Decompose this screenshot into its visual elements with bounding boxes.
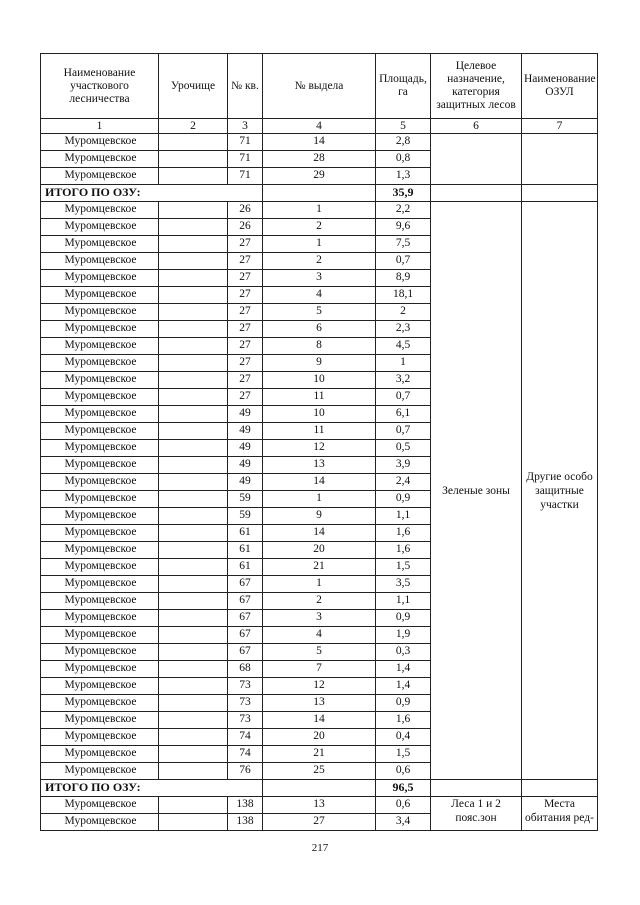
cell-tract bbox=[159, 236, 228, 253]
cell-area: 1,5 bbox=[376, 746, 431, 763]
total-value: 35,9 bbox=[376, 185, 431, 202]
header-tract: Урочище bbox=[159, 54, 228, 119]
cell-tract bbox=[159, 202, 228, 219]
cell-forestry: Муромцевское bbox=[41, 168, 159, 185]
cell-purpose bbox=[431, 134, 522, 185]
cell-forestry: Муромцевское bbox=[41, 508, 159, 525]
cell-quarter: 67 bbox=[228, 627, 263, 644]
cell-forestry: Муромцевское bbox=[41, 287, 159, 304]
cell-tract bbox=[159, 287, 228, 304]
cell-area: 7,5 bbox=[376, 236, 431, 253]
cell-quarter: 27 bbox=[228, 304, 263, 321]
cell-tract bbox=[159, 134, 228, 151]
cell-quarter: 73 bbox=[228, 712, 263, 729]
cell-quarter: 26 bbox=[228, 202, 263, 219]
cell-allotment: 2 bbox=[263, 219, 376, 236]
cell-tract bbox=[159, 474, 228, 491]
cell-forestry: Муромцевское bbox=[41, 695, 159, 712]
column-number: 5 bbox=[376, 119, 431, 134]
cell-quarter: 71 bbox=[228, 168, 263, 185]
cell-tract bbox=[159, 644, 228, 661]
forest-table bbox=[40, 53, 598, 831]
cell-allotment: 13 bbox=[263, 457, 376, 474]
cell-quarter: 61 bbox=[228, 525, 263, 542]
cell-quarter: 61 bbox=[228, 559, 263, 576]
cell-quarter: 27 bbox=[228, 389, 263, 406]
cell-allotment: 5 bbox=[263, 304, 376, 321]
cell-area: 3,4 bbox=[376, 814, 431, 831]
cell-quarter: 27 bbox=[228, 355, 263, 372]
cell-area: 0,7 bbox=[376, 253, 431, 270]
cell-quarter: 68 bbox=[228, 661, 263, 678]
cell-tract bbox=[159, 219, 228, 236]
cell-area: 1 bbox=[376, 355, 431, 372]
cell-area: 3,5 bbox=[376, 576, 431, 593]
cell-tract bbox=[159, 168, 228, 185]
cell-area: 1,4 bbox=[376, 678, 431, 695]
header-quarter: № кв. bbox=[228, 54, 263, 119]
cell-allotment: 1 bbox=[263, 202, 376, 219]
cell-area: 6,1 bbox=[376, 406, 431, 423]
cell-tract bbox=[159, 304, 228, 321]
column-number: 3 bbox=[228, 119, 263, 134]
cell-forestry: Муромцевское bbox=[41, 270, 159, 287]
total-value: 96,5 bbox=[376, 780, 431, 797]
cell-forestry: Муромцевское bbox=[41, 610, 159, 627]
cell-tract bbox=[159, 678, 228, 695]
table-row bbox=[41, 202, 598, 219]
cell-allotment: 21 bbox=[263, 746, 376, 763]
cell-allotment: 7 bbox=[263, 661, 376, 678]
cell-tract bbox=[159, 321, 228, 338]
cell-forestry: Муромцевское bbox=[41, 321, 159, 338]
column-number: 4 bbox=[263, 119, 376, 134]
cell-area: 1,6 bbox=[376, 525, 431, 542]
cell-allotment: 4 bbox=[263, 627, 376, 644]
cell-area: 0,7 bbox=[376, 389, 431, 406]
cell-allotment: 12 bbox=[263, 678, 376, 695]
cell-quarter: 74 bbox=[228, 729, 263, 746]
cell-forestry: Муромцевское bbox=[41, 559, 159, 576]
cell-forestry: Муромцевское bbox=[41, 593, 159, 610]
cell-forestry: Муромцевское bbox=[41, 151, 159, 168]
cell-tract bbox=[159, 406, 228, 423]
cell-area: 8,9 bbox=[376, 270, 431, 287]
total-empty bbox=[431, 185, 522, 202]
header-row bbox=[41, 54, 598, 119]
cell-tract bbox=[159, 797, 228, 814]
cell-forestry: Муромцевское bbox=[41, 304, 159, 321]
cell-purpose: Леса 1 и 2 пояс.зон bbox=[431, 797, 522, 831]
cell-tract bbox=[159, 746, 228, 763]
cell-area: 1,1 bbox=[376, 593, 431, 610]
cell-forestry: Муромцевское bbox=[41, 814, 159, 831]
cell-quarter: 138 bbox=[228, 814, 263, 831]
column-number: 7 bbox=[522, 119, 598, 134]
cell-area: 4,5 bbox=[376, 338, 431, 355]
cell-tract bbox=[159, 151, 228, 168]
cell-forestry: Муромцевское bbox=[41, 525, 159, 542]
cell-ozul: Другие особо защитные участки bbox=[522, 202, 598, 780]
cell-allotment: 11 bbox=[263, 423, 376, 440]
cell-forestry: Муромцевское bbox=[41, 355, 159, 372]
header-forestry: Наименование участкового лесничества bbox=[41, 54, 159, 119]
column-number: 6 bbox=[431, 119, 522, 134]
cell-area: 1,6 bbox=[376, 542, 431, 559]
cell-area: 0,3 bbox=[376, 644, 431, 661]
cell-forestry: Муромцевское bbox=[41, 712, 159, 729]
cell-quarter: 74 bbox=[228, 746, 263, 763]
cell-area: 3,9 bbox=[376, 457, 431, 474]
cell-tract bbox=[159, 440, 228, 457]
cell-forestry: Муромцевское bbox=[41, 729, 159, 746]
cell-forestry: Муромцевское bbox=[41, 661, 159, 678]
cell-tract bbox=[159, 423, 228, 440]
column-number: 2 bbox=[159, 119, 228, 134]
cell-allotment: 12 bbox=[263, 440, 376, 457]
cell-tract bbox=[159, 729, 228, 746]
cell-forestry: Муромцевское bbox=[41, 423, 159, 440]
cell-area: 9,6 bbox=[376, 219, 431, 236]
cell-quarter: 138 bbox=[228, 797, 263, 814]
header-ozul: Наименование ОЗУЛ bbox=[522, 54, 598, 119]
cell-forestry: Муромцевское bbox=[41, 389, 159, 406]
cell-allotment: 4 bbox=[263, 287, 376, 304]
cell-allotment: 2 bbox=[263, 253, 376, 270]
cell-forestry: Муромцевское bbox=[41, 236, 159, 253]
cell-quarter: 49 bbox=[228, 457, 263, 474]
cell-quarter: 27 bbox=[228, 372, 263, 389]
cell-allotment: 13 bbox=[263, 695, 376, 712]
cell-area: 3,2 bbox=[376, 372, 431, 389]
cell-quarter: 67 bbox=[228, 610, 263, 627]
cell-quarter: 26 bbox=[228, 219, 263, 236]
cell-allotment: 20 bbox=[263, 729, 376, 746]
cell-forestry: Муромцевское bbox=[41, 134, 159, 151]
cell-tract bbox=[159, 814, 228, 831]
cell-allotment: 5 bbox=[263, 644, 376, 661]
cell-tract bbox=[159, 576, 228, 593]
cell-allotment: 25 bbox=[263, 763, 376, 780]
cell-area: 0,4 bbox=[376, 729, 431, 746]
cell-forestry: Муромцевское bbox=[41, 219, 159, 236]
cell-allotment: 10 bbox=[263, 406, 376, 423]
cell-forestry: Муромцевское bbox=[41, 797, 159, 814]
table-body bbox=[41, 134, 598, 831]
cell-allotment: 8 bbox=[263, 338, 376, 355]
cell-allotment: 29 bbox=[263, 168, 376, 185]
cell-forestry: Муромцевское bbox=[41, 338, 159, 355]
cell-area: 0,9 bbox=[376, 695, 431, 712]
cell-allotment: 21 bbox=[263, 559, 376, 576]
cell-tract bbox=[159, 389, 228, 406]
cell-area: 1,6 bbox=[376, 712, 431, 729]
cell-allotment: 14 bbox=[263, 474, 376, 491]
cell-allotment: 3 bbox=[263, 610, 376, 627]
cell-forestry: Муромцевское bbox=[41, 440, 159, 457]
cell-allotment: 6 bbox=[263, 321, 376, 338]
cell-quarter: 71 bbox=[228, 134, 263, 151]
cell-allotment: 9 bbox=[263, 355, 376, 372]
cell-ozul: Места обитания ред- bbox=[522, 797, 598, 831]
cell-tract bbox=[159, 661, 228, 678]
cell-tract bbox=[159, 593, 228, 610]
cell-forestry: Муромцевское bbox=[41, 763, 159, 780]
cell-tract bbox=[159, 491, 228, 508]
cell-area: 2 bbox=[376, 304, 431, 321]
cell-purpose: Зеленые зоны bbox=[431, 202, 522, 780]
cell-allotment: 14 bbox=[263, 525, 376, 542]
cell-allotment: 9 bbox=[263, 508, 376, 525]
cell-area: 0,5 bbox=[376, 440, 431, 457]
cell-quarter: 27 bbox=[228, 321, 263, 338]
cell-tract bbox=[159, 610, 228, 627]
cell-forestry: Муромцевское bbox=[41, 253, 159, 270]
cell-tract bbox=[159, 270, 228, 287]
cell-quarter: 49 bbox=[228, 474, 263, 491]
cell-area: 0,9 bbox=[376, 491, 431, 508]
cell-tract bbox=[159, 457, 228, 474]
cell-allotment: 11 bbox=[263, 389, 376, 406]
cell-quarter: 27 bbox=[228, 338, 263, 355]
cell-quarter: 27 bbox=[228, 270, 263, 287]
cell-tract bbox=[159, 763, 228, 780]
table-row bbox=[41, 134, 598, 151]
cell-allotment: 1 bbox=[263, 576, 376, 593]
cell-tract bbox=[159, 338, 228, 355]
cell-area: 2,8 bbox=[376, 134, 431, 151]
total-empty bbox=[263, 780, 376, 797]
cell-tract bbox=[159, 712, 228, 729]
total-label: ИТОГО ПО ОЗУ: bbox=[41, 780, 263, 797]
cell-tract bbox=[159, 559, 228, 576]
total-empty bbox=[431, 780, 522, 797]
header-allotment: № выдела bbox=[263, 54, 376, 119]
cell-allotment: 1 bbox=[263, 236, 376, 253]
cell-area: 18,1 bbox=[376, 287, 431, 304]
cell-quarter: 67 bbox=[228, 576, 263, 593]
cell-allotment: 2 bbox=[263, 593, 376, 610]
cell-forestry: Муромцевское bbox=[41, 474, 159, 491]
cell-forestry: Муромцевское bbox=[41, 542, 159, 559]
cell-quarter: 27 bbox=[228, 287, 263, 304]
header-area: Площадь, га bbox=[376, 54, 431, 119]
cell-quarter: 67 bbox=[228, 644, 263, 661]
cell-allotment: 13 bbox=[263, 797, 376, 814]
cell-allotment: 20 bbox=[263, 542, 376, 559]
cell-allotment: 28 bbox=[263, 151, 376, 168]
total-empty bbox=[263, 185, 376, 202]
cell-area: 2,2 bbox=[376, 202, 431, 219]
cell-tract bbox=[159, 355, 228, 372]
cell-quarter: 73 bbox=[228, 695, 263, 712]
cell-quarter: 76 bbox=[228, 763, 263, 780]
cell-forestry: Муромцевское bbox=[41, 457, 159, 474]
cell-allotment: 27 bbox=[263, 814, 376, 831]
total-row bbox=[41, 780, 598, 797]
cell-quarter: 49 bbox=[228, 440, 263, 457]
cell-tract bbox=[159, 508, 228, 525]
cell-area: 2,3 bbox=[376, 321, 431, 338]
total-row bbox=[41, 185, 598, 202]
cell-area: 1,3 bbox=[376, 168, 431, 185]
cell-quarter: 73 bbox=[228, 678, 263, 695]
cell-area: 0,6 bbox=[376, 763, 431, 780]
cell-quarter: 27 bbox=[228, 236, 263, 253]
cell-quarter: 71 bbox=[228, 151, 263, 168]
cell-forestry: Муромцевское bbox=[41, 746, 159, 763]
total-empty bbox=[522, 185, 598, 202]
column-number-row bbox=[41, 119, 598, 134]
cell-forestry: Муромцевское bbox=[41, 202, 159, 219]
cell-allotment: 10 bbox=[263, 372, 376, 389]
cell-quarter: 67 bbox=[228, 593, 263, 610]
cell-allotment: 14 bbox=[263, 712, 376, 729]
cell-allotment: 3 bbox=[263, 270, 376, 287]
cell-forestry: Муромцевское bbox=[41, 491, 159, 508]
cell-tract bbox=[159, 253, 228, 270]
cell-tract bbox=[159, 627, 228, 644]
cell-quarter: 49 bbox=[228, 423, 263, 440]
cell-tract bbox=[159, 372, 228, 389]
cell-quarter: 49 bbox=[228, 406, 263, 423]
cell-ozul bbox=[522, 134, 598, 185]
cell-quarter: 27 bbox=[228, 253, 263, 270]
cell-area: 0,6 bbox=[376, 797, 431, 814]
cell-quarter: 59 bbox=[228, 508, 263, 525]
cell-forestry: Муромцевское bbox=[41, 678, 159, 695]
column-number: 1 bbox=[41, 119, 159, 134]
header-purpose: Целевое назначение, категория защитных лесов bbox=[431, 54, 522, 119]
cell-area: 1,4 bbox=[376, 661, 431, 678]
cell-allotment: 1 bbox=[263, 491, 376, 508]
cell-area: 1,1 bbox=[376, 508, 431, 525]
cell-tract bbox=[159, 525, 228, 542]
total-label: ИТОГО ПО ОЗУ: bbox=[41, 185, 263, 202]
cell-area: 1,9 bbox=[376, 627, 431, 644]
table-row bbox=[41, 797, 598, 814]
total-empty bbox=[522, 780, 598, 797]
cell-tract bbox=[159, 542, 228, 559]
cell-area: 2,4 bbox=[376, 474, 431, 491]
cell-quarter: 61 bbox=[228, 542, 263, 559]
page-number: 217 bbox=[311, 842, 329, 854]
cell-quarter: 59 bbox=[228, 491, 263, 508]
cell-allotment: 14 bbox=[263, 134, 376, 151]
cell-area: 0,7 bbox=[376, 423, 431, 440]
cell-area: 0,8 bbox=[376, 151, 431, 168]
cell-forestry: Муромцевское bbox=[41, 644, 159, 661]
cell-tract bbox=[159, 695, 228, 712]
cell-area: 0,9 bbox=[376, 610, 431, 627]
cell-forestry: Муромцевское bbox=[41, 627, 159, 644]
cell-forestry: Муромцевское bbox=[41, 576, 159, 593]
cell-forestry: Муромцевское bbox=[41, 372, 159, 389]
cell-forestry: Муромцевское bbox=[41, 406, 159, 423]
cell-area: 1,5 bbox=[376, 559, 431, 576]
